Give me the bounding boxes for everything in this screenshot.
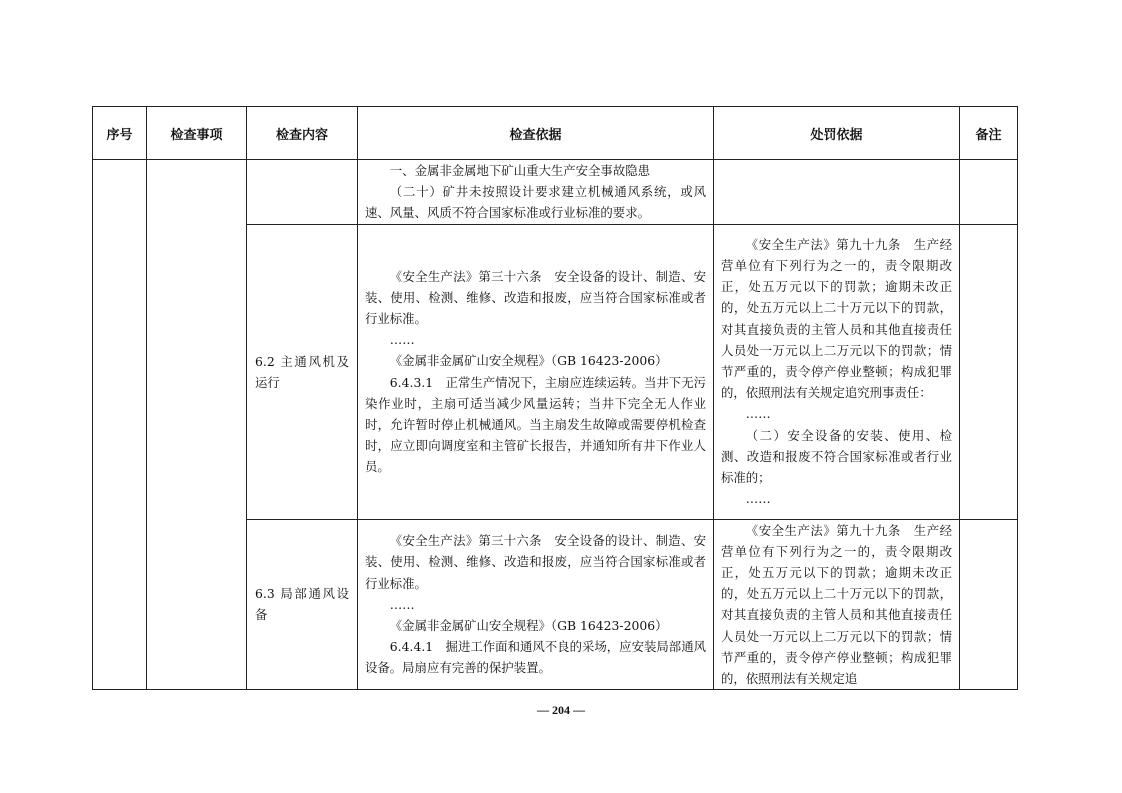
- item-cell: [147, 160, 247, 690]
- penalty-para: 《安全生产法》第九十九条 生产经营单位有下列行为之一的，责令限期改正，处五万元以下的罚款；逾期未改正的，处五万元以上二十万元以下的罚款，对其直接负责的主管人员和其他直接责任人员处一万元以上二万元以下的罚款；情节严重的，责令停产停业整顿；构成犯罪的，依照刑法有关规定追: [721, 522, 952, 687]
- basis-cell: [358, 160, 714, 225]
- penalty-cell: [714, 160, 960, 225]
- basis-para: 6.4.3.1 正常生产情况下，主扇应连续运转。当井下无污染作业时，主扇可适当减少风量运转；当井下完全无人作业时，允许暂时停止机械通风。当主扇发生故障或需要停机检查时，应立即向调度室和主管矿长报告，并通知所有井下作业人员。: [365, 374, 706, 475]
- note-cell: [960, 224, 1018, 519]
- basis-para: 一、金属非金属地下矿山重大生产安全事故隐患: [389, 163, 650, 178]
- header-basis: 检查依据: [358, 107, 714, 160]
- penalty-cell: [714, 224, 960, 519]
- basis-para: 《金属非金属矿山安全规程》（GB 16423-2006）: [389, 618, 668, 634]
- header-penalty: 处罚依据: [714, 107, 960, 160]
- note-cell: [960, 519, 1018, 690]
- inspection-table: [92, 106, 1018, 690]
- content-cell: 6.2 主通风机及运行: [247, 224, 358, 519]
- basis-para: 6.4.4.1 掘进工作面和通风不良的采场，应安装局部通风设备。局扇应有完善的保护装置。: [365, 639, 706, 676]
- note-cell: [960, 160, 1018, 225]
- basis-cell: [358, 224, 714, 519]
- penalty-para: ……: [745, 406, 771, 422]
- basis-para: 《安全生产法》第三十六条 安全设备的设计、制造、安装、使用、检测、维修、改造和报废，应当符合国家标准或者行业标准。: [365, 268, 706, 326]
- seq-cell: [93, 160, 147, 690]
- header-note: 备注: [960, 107, 1018, 160]
- penalty-para: ……: [745, 491, 771, 507]
- penalty-para: 《安全生产法》第九十九条 生产经营单位有下列行为之一的，责令限期改正，处五万元以下的罚款；逾期未改正的，处五万元以上二十万元以下的罚款，对其直接负责的主管人员和其他直接责任人员处一万元以上二万元以下的罚款；情节严重的，责令停产停业整顿；构成犯罪的，依照刑法有关规定追究刑事责任：: [721, 236, 952, 401]
- header-item: 检查事项: [147, 107, 247, 160]
- basis-para: （二十）矿井未按照设计要求建立机械通风系统，或风速、风量、风质不符合国家标准或行业标准的要求。: [365, 184, 706, 221]
- content-cell: [247, 160, 358, 225]
- penalty-para: （二）安全设备的安装、使用、检测、改造和报废不符合国家标准或者行业标准的；: [721, 427, 952, 486]
- content-cell: 6.3 局部通风设备: [247, 519, 358, 690]
- basis-para: 《安全生产法》第三十六条 安全设备的设计、制造、安装、使用、检测、维修、改造和报废，应当符合国家标准或者行业标准。: [365, 533, 706, 591]
- basis-para: ……: [389, 596, 415, 612]
- penalty-cell: [714, 519, 960, 690]
- page-number: — 204 —: [537, 703, 585, 717]
- basis-para: ……: [389, 332, 415, 348]
- basis-cell: [358, 519, 714, 690]
- basis-para: 《金属非金属矿山安全规程》（GB 16423-2006）: [389, 353, 668, 369]
- header-row: [93, 107, 1018, 160]
- header-content: 检查内容: [247, 107, 358, 160]
- header-seq: 序号: [93, 107, 147, 160]
- table-row: [93, 160, 1018, 225]
